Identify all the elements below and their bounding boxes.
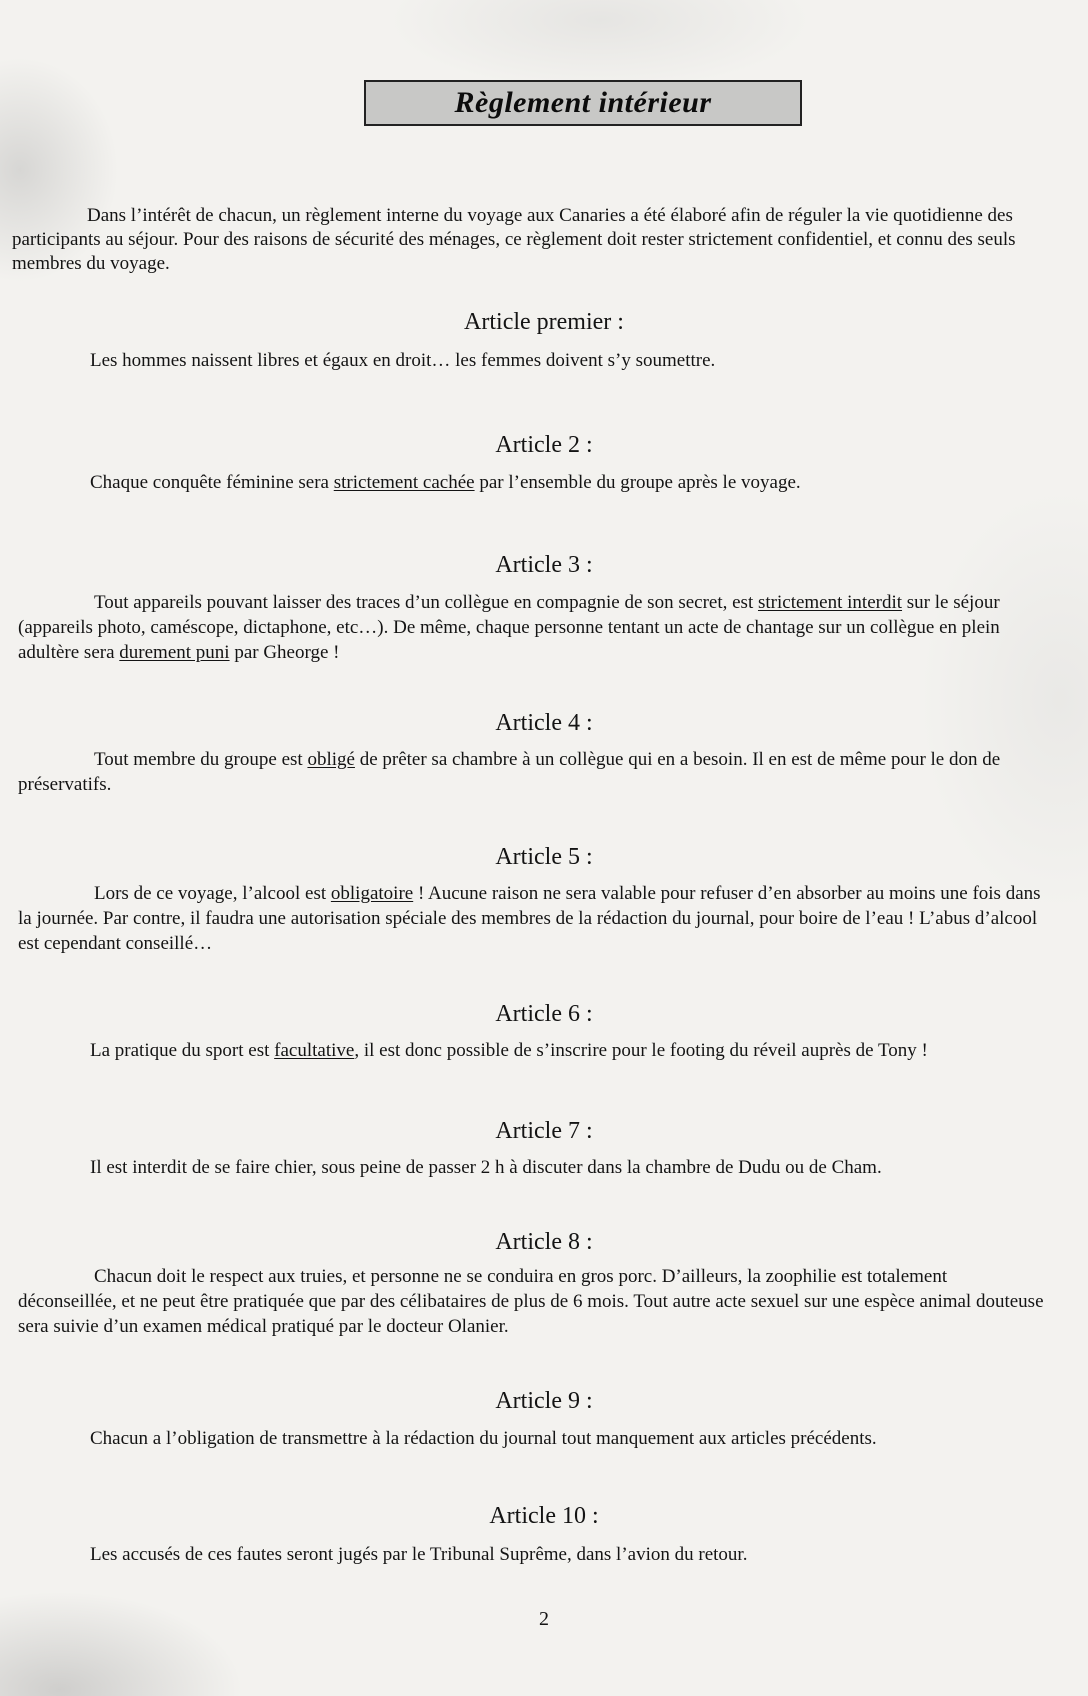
article-5-text: Lors de ce voyage, l’alcool est obligatoire ! Aucune raison ne sera valable pour refuser d’en absorber au moins une fois dans la journée. Par contre, il faudra une autorisation spéciale des membres de la rédaction du journal, pour boire de l’eau ! L’abus d’alcool est cependant conseillé… xyxy=(18,883,1041,954)
article-2-text: Chaque conquête féminine sera strictement cachée par l’ensemble du groupe après le voyage. xyxy=(90,472,801,493)
article-6-text: La pratique du sport est facultative, il est donc possible de s’inscrire pour le footing du réveil auprès de Tony ! xyxy=(90,1040,928,1061)
article-10-heading: Article 10 : xyxy=(489,1503,599,1529)
article-7-text: Il est interdit de se faire chier, sous peine de passer 2 h à discuter dans la chambre de Dudu ou de Cham. xyxy=(90,1157,882,1178)
article-2-heading: Article 2 : xyxy=(495,432,593,458)
article-9-text: Chacun a l’obligation de transmettre à la rédaction du journal tout manquement aux articles précédents. xyxy=(90,1428,877,1449)
article-8-text: Chacun doit le respect aux truies, et personne ne se conduira en gros porc. D’ailleurs, la zoophilie est totalement déconseillée, et ne peut être pratiquée que par des célibataires de plus de 6 mois. Tout autre acte sexuel sur une espèce animal douteuse sera suivie d’un examen médical pratiqué par le docteur Olanier. xyxy=(18,1266,1044,1337)
page-title: Règlement intérieur xyxy=(454,86,712,119)
title-box xyxy=(364,80,802,126)
article-4-heading: Article 4 : xyxy=(495,710,593,736)
article-3-heading: Article 3 : xyxy=(495,552,593,578)
article-1-heading: Article premier : xyxy=(464,309,624,335)
article-3-text: Tout appareils pouvant laisser des traces d’un collègue en compagnie de son secret, est strictement interdit sur le séjour (appareils photo, caméscope, dictaphone, etc…). De même, chaque personne tentant un acte de chantage sur un collègue en plein adultère sera durement puni par Gheorge ! xyxy=(18,592,1000,663)
article-1-text: Les hommes naissent libres et égaux en droit… les femmes doivent s’y soumettre. xyxy=(90,350,716,371)
article-9-heading: Article 9 : xyxy=(495,1388,593,1414)
article-10-text: Les accusés de ces fautes seront jugés par le Tribunal Suprême, dans l’avion du retour. xyxy=(90,1544,748,1565)
article-7-heading: Article 7 : xyxy=(495,1118,593,1144)
intro-paragraph: Dans l’intérêt de chacun, un règlement interne du voyage aux Canaries a été élaboré afin de réguler la vie quotidienne des participants au séjour. Pour des raisons de sécurité des ménages, ce règlement doit rester strictement confidentiel, et connu des seuls membres du voyage. xyxy=(12,205,1016,274)
article-4-text: Tout membre du groupe est obligé de prêter sa chambre à un collègue qui en a besoin. Il en est de même pour le don de préservatifs. xyxy=(18,749,1001,795)
article-8-heading: Article 8 : xyxy=(495,1229,593,1255)
article-5-heading: Article 5 : xyxy=(495,844,593,870)
article-6-heading: Article 6 : xyxy=(495,1001,593,1027)
page-number: 2 xyxy=(539,1608,549,1630)
